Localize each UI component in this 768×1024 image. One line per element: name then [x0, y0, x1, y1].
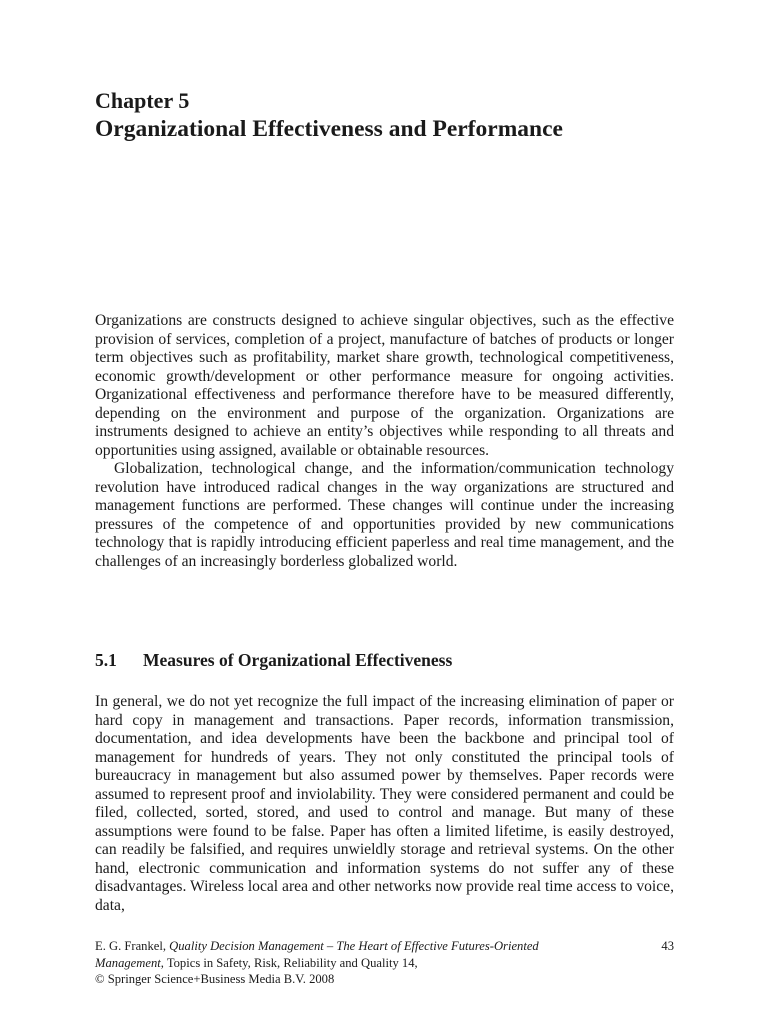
section-title: Measures of Organizational Effectiveness — [143, 650, 453, 670]
intro-text — [95, 312, 674, 571]
chapter-title: Organizational Effectiveness and Performance — [95, 116, 563, 142]
intro-paragraph: Organizations are constructs designed to achieve singular objectives, such as the effective provision of services, completion of a project, manufacture of batches of products or longer term objectives such as profitability, market share growth, technological competitiveness, economic growth/development or other performance measure for ongoing activities. Organizational effectiveness and performance therefore have to be measured differently, depending on the environment and purpose of the organization. Organizations are instruments designed to achieve an entity’s objectives while responding to all threats and opportunities using assigned, available or obtainable resources. — [95, 312, 674, 459]
footer-series: , Topics in Safety, Risk, Reliability and Quality 14, — [160, 955, 418, 970]
intro-paragraph: Globalization, technological change, and the information/communication technology revolution have introduced radical changes in the way organizations are structured and management functions are performed. These changes will continue under the increasing pressures of the competence of and opportunities provided by new communications technology that is rapidly introducing efficient paperless and real time management, and the challenges of an increasingly borderless globalized world. — [95, 460, 674, 570]
footer-citation-line-2 — [95, 955, 674, 972]
footer-author: E. G. Frankel, — [95, 939, 166, 953]
page-number: 43 — [661, 939, 674, 953]
footer-book-title-part-1: Quality Decision Management – The Heart of Effective Futures-Oriented — [169, 939, 539, 953]
footer-citation-line-1 — [95, 938, 674, 955]
footer-book-title-part-2: Management — [95, 955, 161, 970]
section-paragraph: In general, we do not yet recognize the full impact of the increasing elimination of paper or hard copy in management and transactions. Paper records, information transmission, documentation, and idea developments have been the backbone and principal tool of management for hundreds of years. They not only constituted the principal tools of bureaucracy in management but also assumed power by themselves. Paper records were assumed to represent proof and inviolability. They were considered permanent and could be filed, collected, sorted, stored, and used to control and manage. But many of these assumptions were found to be false. Paper has often a limited lifetime, is easily destroyed, can readily be falsified, and requires unwieldly storage and retrieval systems. On the other hand, electronic communication and information systems do not suffer any of these disadvantages. Wireless local area and other networks now provide real time access to voice, data, — [95, 693, 674, 914]
section-heading — [95, 649, 452, 671]
page-footer — [95, 938, 674, 988]
chapter-label: Chapter 5 — [95, 88, 190, 113]
section-body-text — [95, 693, 674, 915]
section-number: 5.1 — [95, 650, 117, 670]
footer-copyright: © Springer Science+Business Media B.V. 2008 — [95, 972, 335, 986]
